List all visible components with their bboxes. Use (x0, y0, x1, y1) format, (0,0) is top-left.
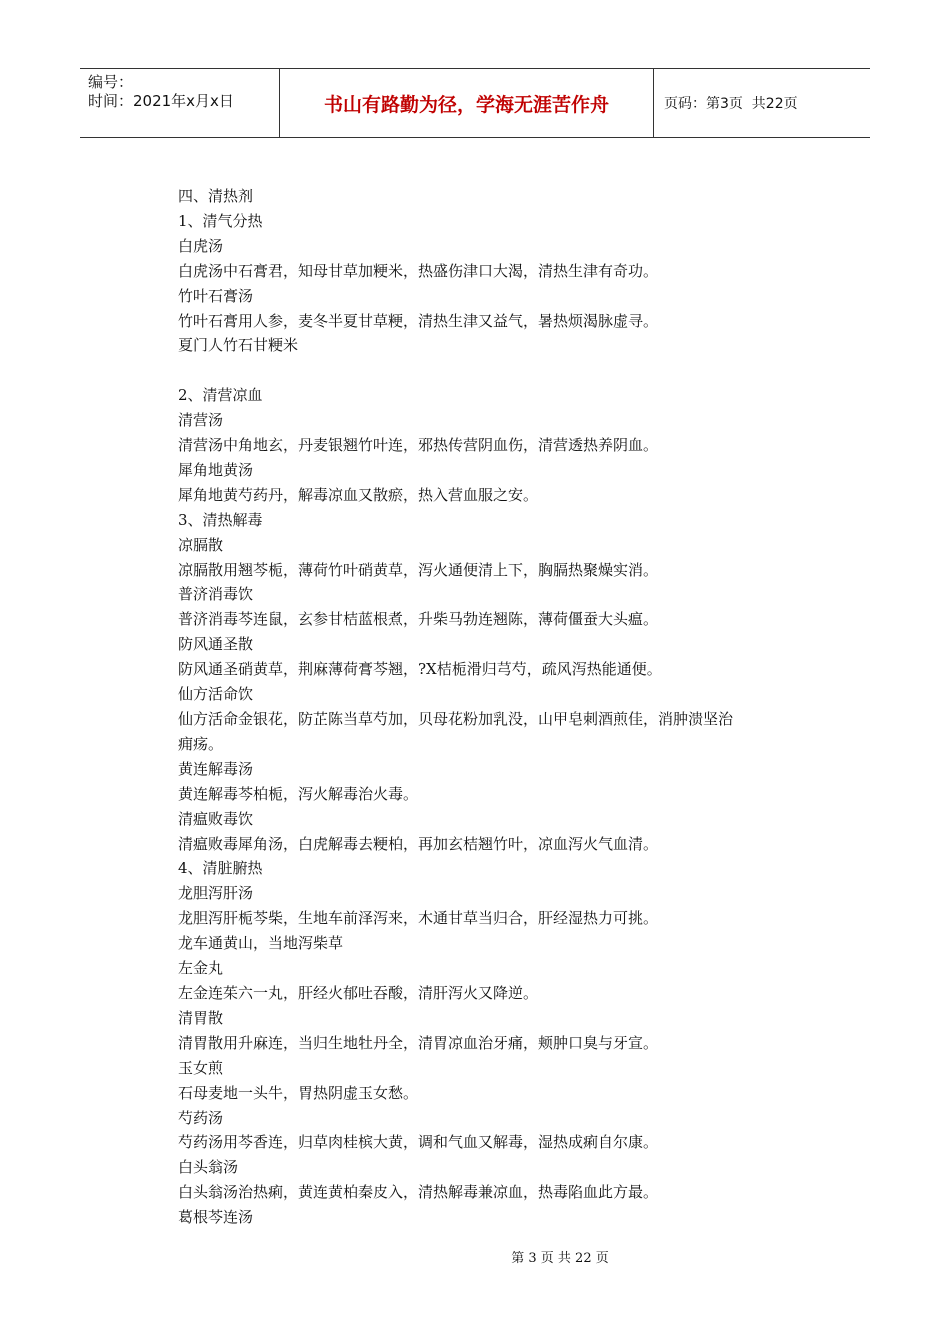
text-line: 四、清热剂 (178, 187, 254, 205)
text-line: 清营汤 (178, 411, 224, 430)
text-line: 龙胆泻肝栀芩柴，生地车前泽泻来，木通甘草当归合，肝经湿热力可挑。 (178, 909, 659, 928)
date-label: 时间：2021年x月x日 (88, 92, 234, 110)
page-header (80, 68, 870, 138)
text-line: 夏门人竹石甘粳米 (178, 336, 299, 355)
page-footer: 第 3 页 共 22 页 (511, 1251, 609, 1266)
text-line: 清胃散 (178, 1008, 224, 1027)
text-line: 2、清营凉血 (178, 386, 263, 405)
text-line: 白虎汤 (178, 236, 224, 255)
text-line: 龙胆泻肝汤 (178, 884, 254, 903)
text-line: 4、清脏腑热 (178, 859, 263, 878)
text-line: 黄连解毒芩柏栀，泻火解毒治火毒。 (178, 784, 419, 803)
text-line: 白头翁汤治热痢，黄连黄柏秦皮入，清热解毒兼凉血，热毒陷血此方最。 (178, 1183, 659, 1202)
text-line: 痈疡。 (178, 734, 224, 753)
text-line: 凉膈散 (178, 535, 224, 554)
text-line: 白头翁汤 (178, 1158, 239, 1177)
text-line: 芍药汤 (178, 1108, 224, 1127)
text-line: 龙车通黄山，当地泻柴草 (178, 934, 344, 953)
text-line: 清瘟败毒犀角汤，白虎解毒去粳柏，再加玄桔翘竹叶，凉血泻火气血清。 (178, 834, 659, 853)
text-line (178, 358, 818, 383)
text-line: 仙方活命饮 (178, 685, 254, 704)
text-line: 白虎汤中石膏君，知母甘草加粳米，热盛伤津口大渴，清热生津有奇功。 (178, 261, 659, 280)
text-line: 竹叶石膏用人参，麦冬半夏甘草粳，清热生津又益气，暑热烦渴脉虚寻。 (178, 311, 659, 330)
text-line: 竹叶石膏汤 (178, 286, 254, 305)
text-line: 防风通圣硝黄草，荆麻薄荷膏芩翘，?X桔栀滑归芎芍，疏风泻热能通便。 (178, 660, 662, 679)
header-motto: 书山有路勤为径，学海无涯苦作舟 (280, 69, 654, 137)
document-body (178, 184, 818, 1230)
text-line: 葛根芩连汤 (178, 1208, 254, 1227)
text-line: 芍药汤用芩香连，归草肉桂槟大黄，调和气血又解毒，湿热成痢自尔康。 (178, 1133, 659, 1152)
text-line: 玉女煎 (178, 1058, 224, 1077)
text-line: 凉膈散用翘芩栀，薄荷竹叶硝黄草，泻火通便清上下，胸膈热聚燥实消。 (178, 560, 659, 579)
text-line: 左金连茱六一丸，肝经火郁吐吞酸，清肝泻火又降逆。 (178, 983, 539, 1002)
text-line: 清胃散用升麻连，当归生地牡丹全，清胃凉血治牙痛，颊肿口臭与牙宣。 (178, 1033, 659, 1052)
text-line: 仙方活命金银花，防芷陈当草芍加，贝母花粉加乳没，山甲皂刺酒煎佳，消肿溃坚治 (178, 710, 734, 729)
text-line: 清瘟败毒饮 (178, 809, 254, 828)
text-line: 1、清气分热 (178, 211, 263, 230)
text-line: 黄连解毒汤 (178, 759, 254, 778)
text-line: 石母麦地一头牛，胃热阴虚玉女愁。 (178, 1083, 419, 1102)
text-line: 左金丸 (178, 959, 224, 978)
text-line: 清营汤中角地玄，丹麦银翘竹叶连，邪热传营阴血伤，清营透热养阴血。 (178, 436, 659, 455)
text-line: 犀角地黄汤 (178, 460, 254, 479)
number-label: 编号： (88, 73, 134, 91)
text-line: 普济消毒饮 (178, 585, 254, 604)
text-line: 普济消毒芩连鼠，玄参甘桔蓝根煮，升柴马勃连翘陈，薄荷僵蚕大头瘟。 (178, 610, 659, 629)
text-line: 3、清热解毒 (178, 510, 263, 529)
header-meta (80, 69, 280, 137)
text-line: 防风通圣散 (178, 635, 254, 654)
text-line: 犀角地黄芍药丹，解毒凉血又散瘀，热入营血服之安。 (178, 485, 539, 504)
header-page-info: 页码：第3页 共22页 (664, 96, 798, 112)
